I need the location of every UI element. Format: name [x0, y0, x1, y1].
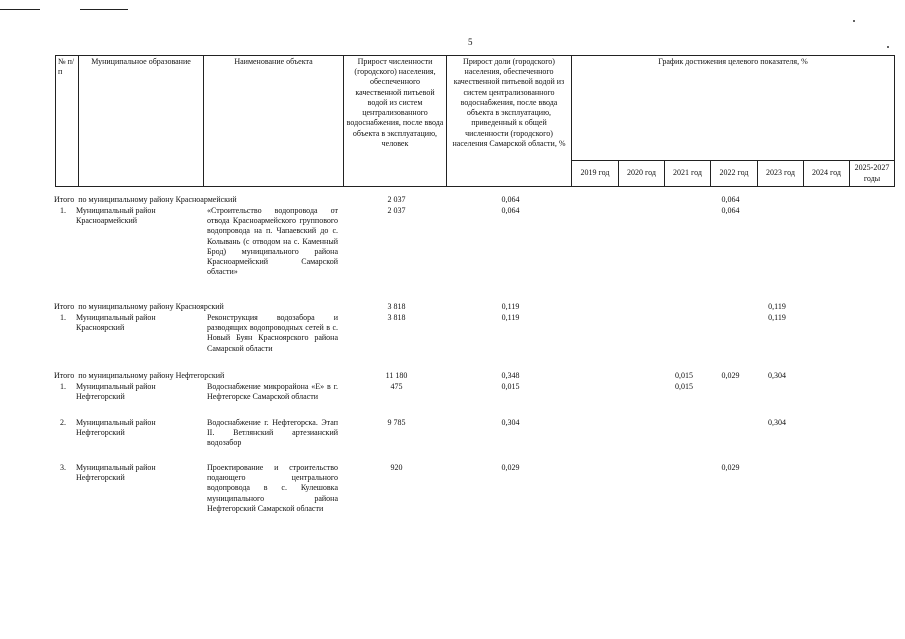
row-num: 3. — [60, 463, 66, 472]
header-object: Наименование объекта — [204, 56, 344, 187]
row-population: 2 037 — [387, 206, 406, 215]
total-share: 0,119 — [501, 302, 520, 311]
row-municipality: Муниципальный район Нефтегорский — [76, 463, 158, 483]
row-num: 1. — [60, 382, 66, 391]
row-population: 475 — [390, 382, 403, 391]
header-municipality: Муниципальное образование — [79, 56, 204, 187]
total-share: 0,348 — [501, 371, 520, 380]
row-object: Реконструкция водозабора и разводящих водопроводных сетей в с. Новый Буян Красноярского района Самарской области — [207, 313, 340, 353]
row-object: Водоснабжение г. Нефтегорска. Этап II. Ветлянский артезианский водозабор — [207, 418, 340, 448]
row-share: 0,064 — [501, 206, 520, 215]
row-share: 0,304 — [501, 418, 520, 427]
row-population: 9 785 — [387, 418, 406, 427]
row-object: «Строительство водопровода от отвода Красноармейского группового водопровода на п. Чапаевский до с. Колывань (с отводом на с. Каменный Брод) муниципального района Красноармейский Самарской области» — [207, 206, 340, 277]
header-year-2020: 2020 год — [619, 161, 665, 187]
total-population: 2 037 — [387, 195, 406, 204]
row-municipality: Муниципальный район Красноярский — [76, 313, 158, 333]
total-value-2022: 0,064 — [721, 195, 740, 204]
row-num: 1. — [60, 206, 66, 215]
row-num: 2. — [60, 418, 66, 427]
row-municipality: Муниципальный район Красноармейский — [76, 206, 158, 226]
header-year-2024: 2024 год — [804, 161, 850, 187]
header-share-growth: Прирост доли (городского) населения, обеспеченного качественной питьевой водой из систем централизованного водоснабжения, после ввода объекта в эксплуатацию, приведенный к общей численности (городского) населения Самарской области, % — [447, 56, 572, 187]
row-population: 3 818 — [387, 313, 406, 322]
header-population-growth: Прирост численности (городского) населения, обеспеченного качественной питьевой водой из систем централизованного водоснабжения, после ввода объекта в эксплуатацию, человек — [344, 56, 447, 187]
total-population: 11 180 — [385, 371, 408, 380]
row-num: 1. — [60, 313, 66, 322]
row-value-2023: 0,119 — [768, 313, 786, 322]
row-value-2022: 0,064 — [721, 206, 740, 215]
row-municipality: Муниципальный район Нефтегорский — [76, 418, 158, 438]
header-num: № п/п — [56, 56, 79, 187]
total-value-2021: 0,015 — [675, 371, 693, 380]
total-value-2023: 0,119 — [768, 302, 786, 311]
row-share: 0,029 — [501, 463, 520, 472]
row-share: 0,015 — [501, 382, 520, 391]
header-schedule: График достижения целевого показателя, % — [572, 56, 895, 161]
row-value-2021: 0,015 — [675, 382, 693, 391]
total-population: 3 818 — [387, 302, 406, 311]
row-share: 0,119 — [501, 313, 520, 322]
row-value-2022: 0,029 — [721, 463, 740, 472]
header-year-2025-2027: 2025-2027 годы — [850, 161, 895, 187]
header-year-2019: 2019 год — [572, 161, 619, 187]
total-value-2023: 0,304 — [768, 371, 786, 380]
total-label: Итого по муниципальному району Нефтегорский — [54, 371, 225, 380]
header-year-2021: 2021 год — [665, 161, 711, 187]
row-object: Водоснабжение микрорайона «Е» в г. Нефтегорске Самарской области — [207, 382, 340, 402]
row-population: 920 — [390, 463, 403, 472]
total-share: 0,064 — [501, 195, 520, 204]
page-number: 5 — [468, 37, 473, 47]
total-label: Итого по муниципальному району Красноармейский — [54, 195, 237, 204]
row-value-2023: 0,304 — [768, 418, 786, 427]
total-label: Итого по муниципальному району Красноярский — [54, 302, 224, 311]
header-year-2023: 2023 год — [758, 161, 804, 187]
header-year-2022: 2022 год — [711, 161, 758, 187]
row-object: Проектирование и строительство подающего центрального водопровода в с. Кулешовка муниципального района Нефтегорский Самарской области — [207, 463, 340, 513]
total-value-2022: 0,029 — [721, 371, 740, 380]
row-municipality: Муниципальный район Нефтегорский — [76, 382, 158, 402]
